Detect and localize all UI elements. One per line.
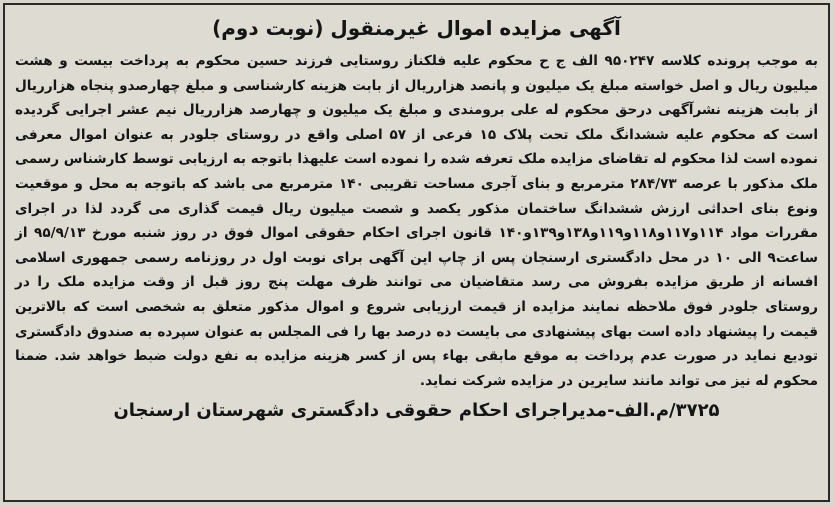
notice-title: آگهی مزایده اموال غیرمنقول (نوبت دوم) (212, 16, 621, 40)
auction-notice (3, 3, 830, 502)
notice-body: به موجب پرونده کلاسه ۹۵۰۲۴۷ الف ج ح محکوم علیه فلکناز روستایی فرزند حسین محکوم به پرداخت بیست و هشت میلیون ریال و اصل خواسته مبلغ یک میلیون و پانصد هزارریال از بابت هزینه کارشناسی و مبلغ چهارصدو پنجاه هزارریال از بابت هزینه نشرآگهی درحق محکوم له علی برومندی و مبلغ یک میلیون و چهارصد هزارریال نیم عشر اجرایی گردیده است که محکوم علیه ششدانگ ملک تحت پلاک ۱۵ فرعی از ۵۷ اصلی واقع در روستای جلودر به عنوان اموال معرفی نموده است لذا محکوم له تقاضای مزایده ملک تعرفه شده را نموده است علیهذا باتوجه به ارزیابی توسط کارشناس رسمی ملک مذکور با عرصه ۲۸۴/۷۳ مترمربع و بنای آجری مساحت تقریبی ۱۴۰ مترمربع می باشد که باتوجه به محل و موقعیت ونوع بنای احداثی ارزش ششدانگ ساختمان مذکور یکصد و شصت میلیون ریال قیمت گذاری می گردد لذا در اجرای مقررات مواد ۱۱۴و۱۱۷و۱۱۸و۱۱۹و۱۳۸و۱۳۹و۱۴۰ قانون اجرای احکام حقوقی اموال فوق در روز شنبه مورخ ۹۵/۹/۱۳ از ساعت۹ الی ۱۰ در محل دادگستری ارسنجان پس از چاپ این آگهی برای نوبت اول در روزنامه رسمی جمهوری اسلامی افسانه از طریق مزایده بفروش می رسد متقاضیان می توانند ظرف مهلت پنج روز قبل از وقت مزایده ملک را در روستای جلودر فوق ملاحظه نمایند مزایده از قیمت ارزیابی شروع و اموال مذکور متعلق به شخصی است که بالاترین قیمت را پیشنهاد داده است بهای پیشنهادی می بایست ده درصد بها را فی المجلس به عنوان سپرده به صندوق دادگستری تودیع نماید در صورت عدم پرداخت به موقع مابقی بهاء پس از کسر هزینه مزایده به نفع دولت ضبط خواهد شد. ضمنا محکوم له نیز می تواند مانند سایرین در مزایده شرکت نماید. (15, 53, 819, 389)
notice-signature: ۳۷۲۵/م.الف-مدیراجرای احکام حقوقی دادگستری شهرستان ارسنجان (113, 400, 720, 422)
